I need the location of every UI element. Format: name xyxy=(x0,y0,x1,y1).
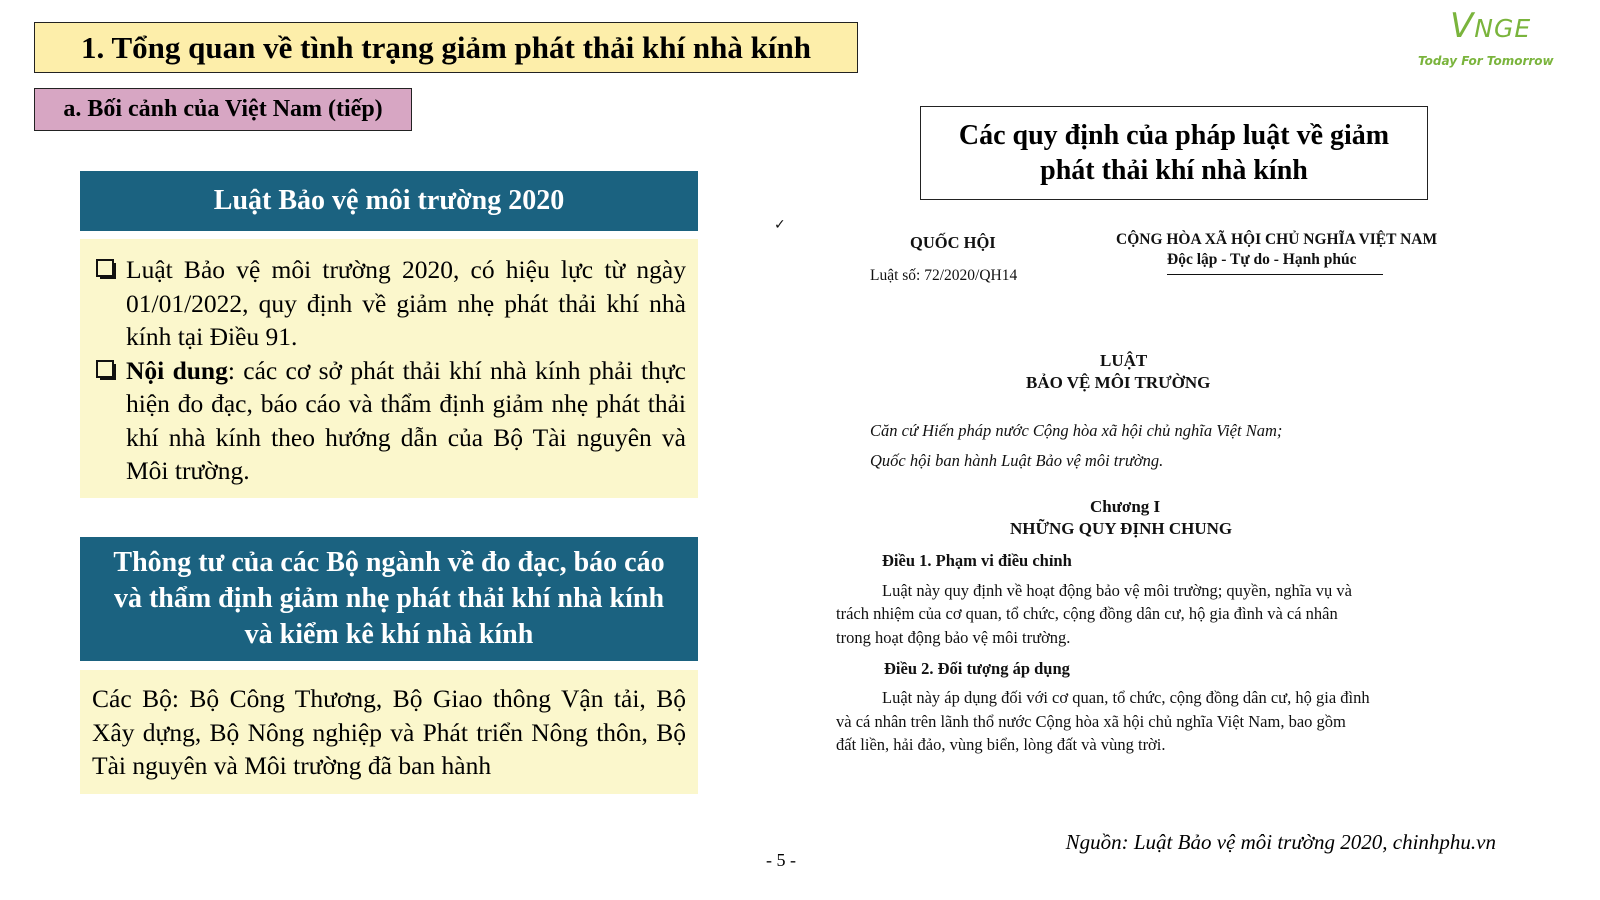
doc-motto: Độc lập - Tự do - Hạnh phúc xyxy=(1167,251,1357,268)
doc-law-label: LUẬT xyxy=(1100,351,1148,370)
law-summary-box xyxy=(80,239,698,498)
doc-law-name: BẢO VỆ MÔI TRƯỜNG xyxy=(1026,373,1211,392)
circulars-header: Thông tư của các Bộ ngành về đo đạc, báo cáo và thẩm định giảm nhẹ phát thải khí nhà kính và kiểm kê khí nhà kính xyxy=(80,537,698,661)
list-item: Luật Bảo vệ môi trường 2020, có hiệu lực từ ngày 01/01/2022, quy định về giảm nhẹ phát thải khí nhà kính tại Điều 91. xyxy=(98,253,686,354)
law-header: Luật Bảo vệ môi trường 2020 xyxy=(80,171,698,231)
logo-mark: VNGE xyxy=(1450,6,1532,46)
doc-article-2-title: Điều 2. Đối tượng áp dụng xyxy=(884,659,1070,678)
regulations-title: Các quy định của pháp luật về giảm phát thải khí nhà kính xyxy=(920,106,1428,200)
doc-basis-1: Căn cứ Hiến pháp nước Cộng hòa xã hội chủ nghĩa Việt Nam; xyxy=(870,421,1283,440)
doc-article-1-title: Điều 1. Phạm vi điều chỉnh xyxy=(882,551,1072,570)
ministries-box: Các Bộ: Bộ Công Thương, Bộ Giao thông Vận tải, Bộ Xây dựng, Bộ Nông nghiệp và Phát triển Nông thôn, Bộ Tài nguyên và Môi trường đã ban hành xyxy=(80,670,698,794)
doc-law-number: Luật số: 72/2020/QH14 xyxy=(870,267,1018,284)
doc-chapter: Chương I xyxy=(1090,497,1161,516)
doc-article-1-line: trách nhiệm của cơ quan, tổ chức, cộng đồng dân cư, hộ gia đình và cá nhân xyxy=(836,604,1338,623)
doc-issuer: QUỐC HỘI xyxy=(910,233,996,252)
scan-mark-icon: ✓ xyxy=(774,217,786,233)
doc-republic: CỘNG HÒA XÃ HỘI CHỦ NGHĨA VIỆT NAM xyxy=(1116,231,1438,248)
checkbox-bullet-icon xyxy=(98,253,126,354)
slide-title: 1. Tổng quan về tình trạng giảm phát thải khí nhà kính xyxy=(34,22,858,73)
doc-article-2-line: Luật này áp dụng đối với cơ quan, tổ chức, cộng đồng dân cư, hộ gia đình xyxy=(882,688,1370,707)
vnge-logo xyxy=(1418,6,1558,76)
logo-tagline: Today For Tomorrow xyxy=(1418,54,1554,68)
law-document-scan xyxy=(770,215,1470,775)
doc-article-2-line: đất liền, hải đảo, vùng biển, lòng đất và vùng trời. xyxy=(836,735,1166,754)
doc-article-2-line: và cá nhân trên lãnh thổ nước Cộng hòa xã hội chủ nghĩa Việt Nam, bao gồm xyxy=(836,712,1346,731)
source-citation: Nguồn: Luật Bảo vệ môi trường 2020, chinhphu.vn xyxy=(1065,830,1496,854)
motto-underline xyxy=(1167,274,1383,275)
checkbox-bullet-icon xyxy=(98,354,126,488)
doc-chapter-title: NHỮNG QUY ĐỊNH CHUNG xyxy=(1010,519,1233,538)
doc-article-1-line: trong hoạt động bảo vệ môi trường. xyxy=(836,628,1071,647)
list-item: Nội dung: các cơ sở phát thải khí nhà kính phải thực hiện đo đạc, báo cáo và thẩm định giảm nhẹ phát thải khí nhà kính theo hướng dẫn của Bộ Tài nguyên và Môi trường. xyxy=(98,354,686,488)
section-subtitle: a. Bối cảnh của Việt Nam (tiếp) xyxy=(34,88,412,131)
doc-article-1-line: Luật này quy định về hoạt động bảo vệ môi trường; quyền, nghĩa vụ và xyxy=(882,581,1352,600)
page-number: - 5 - xyxy=(766,850,796,870)
doc-basis-2: Quốc hội ban hành Luật Bảo vệ môi trường. xyxy=(870,451,1164,470)
